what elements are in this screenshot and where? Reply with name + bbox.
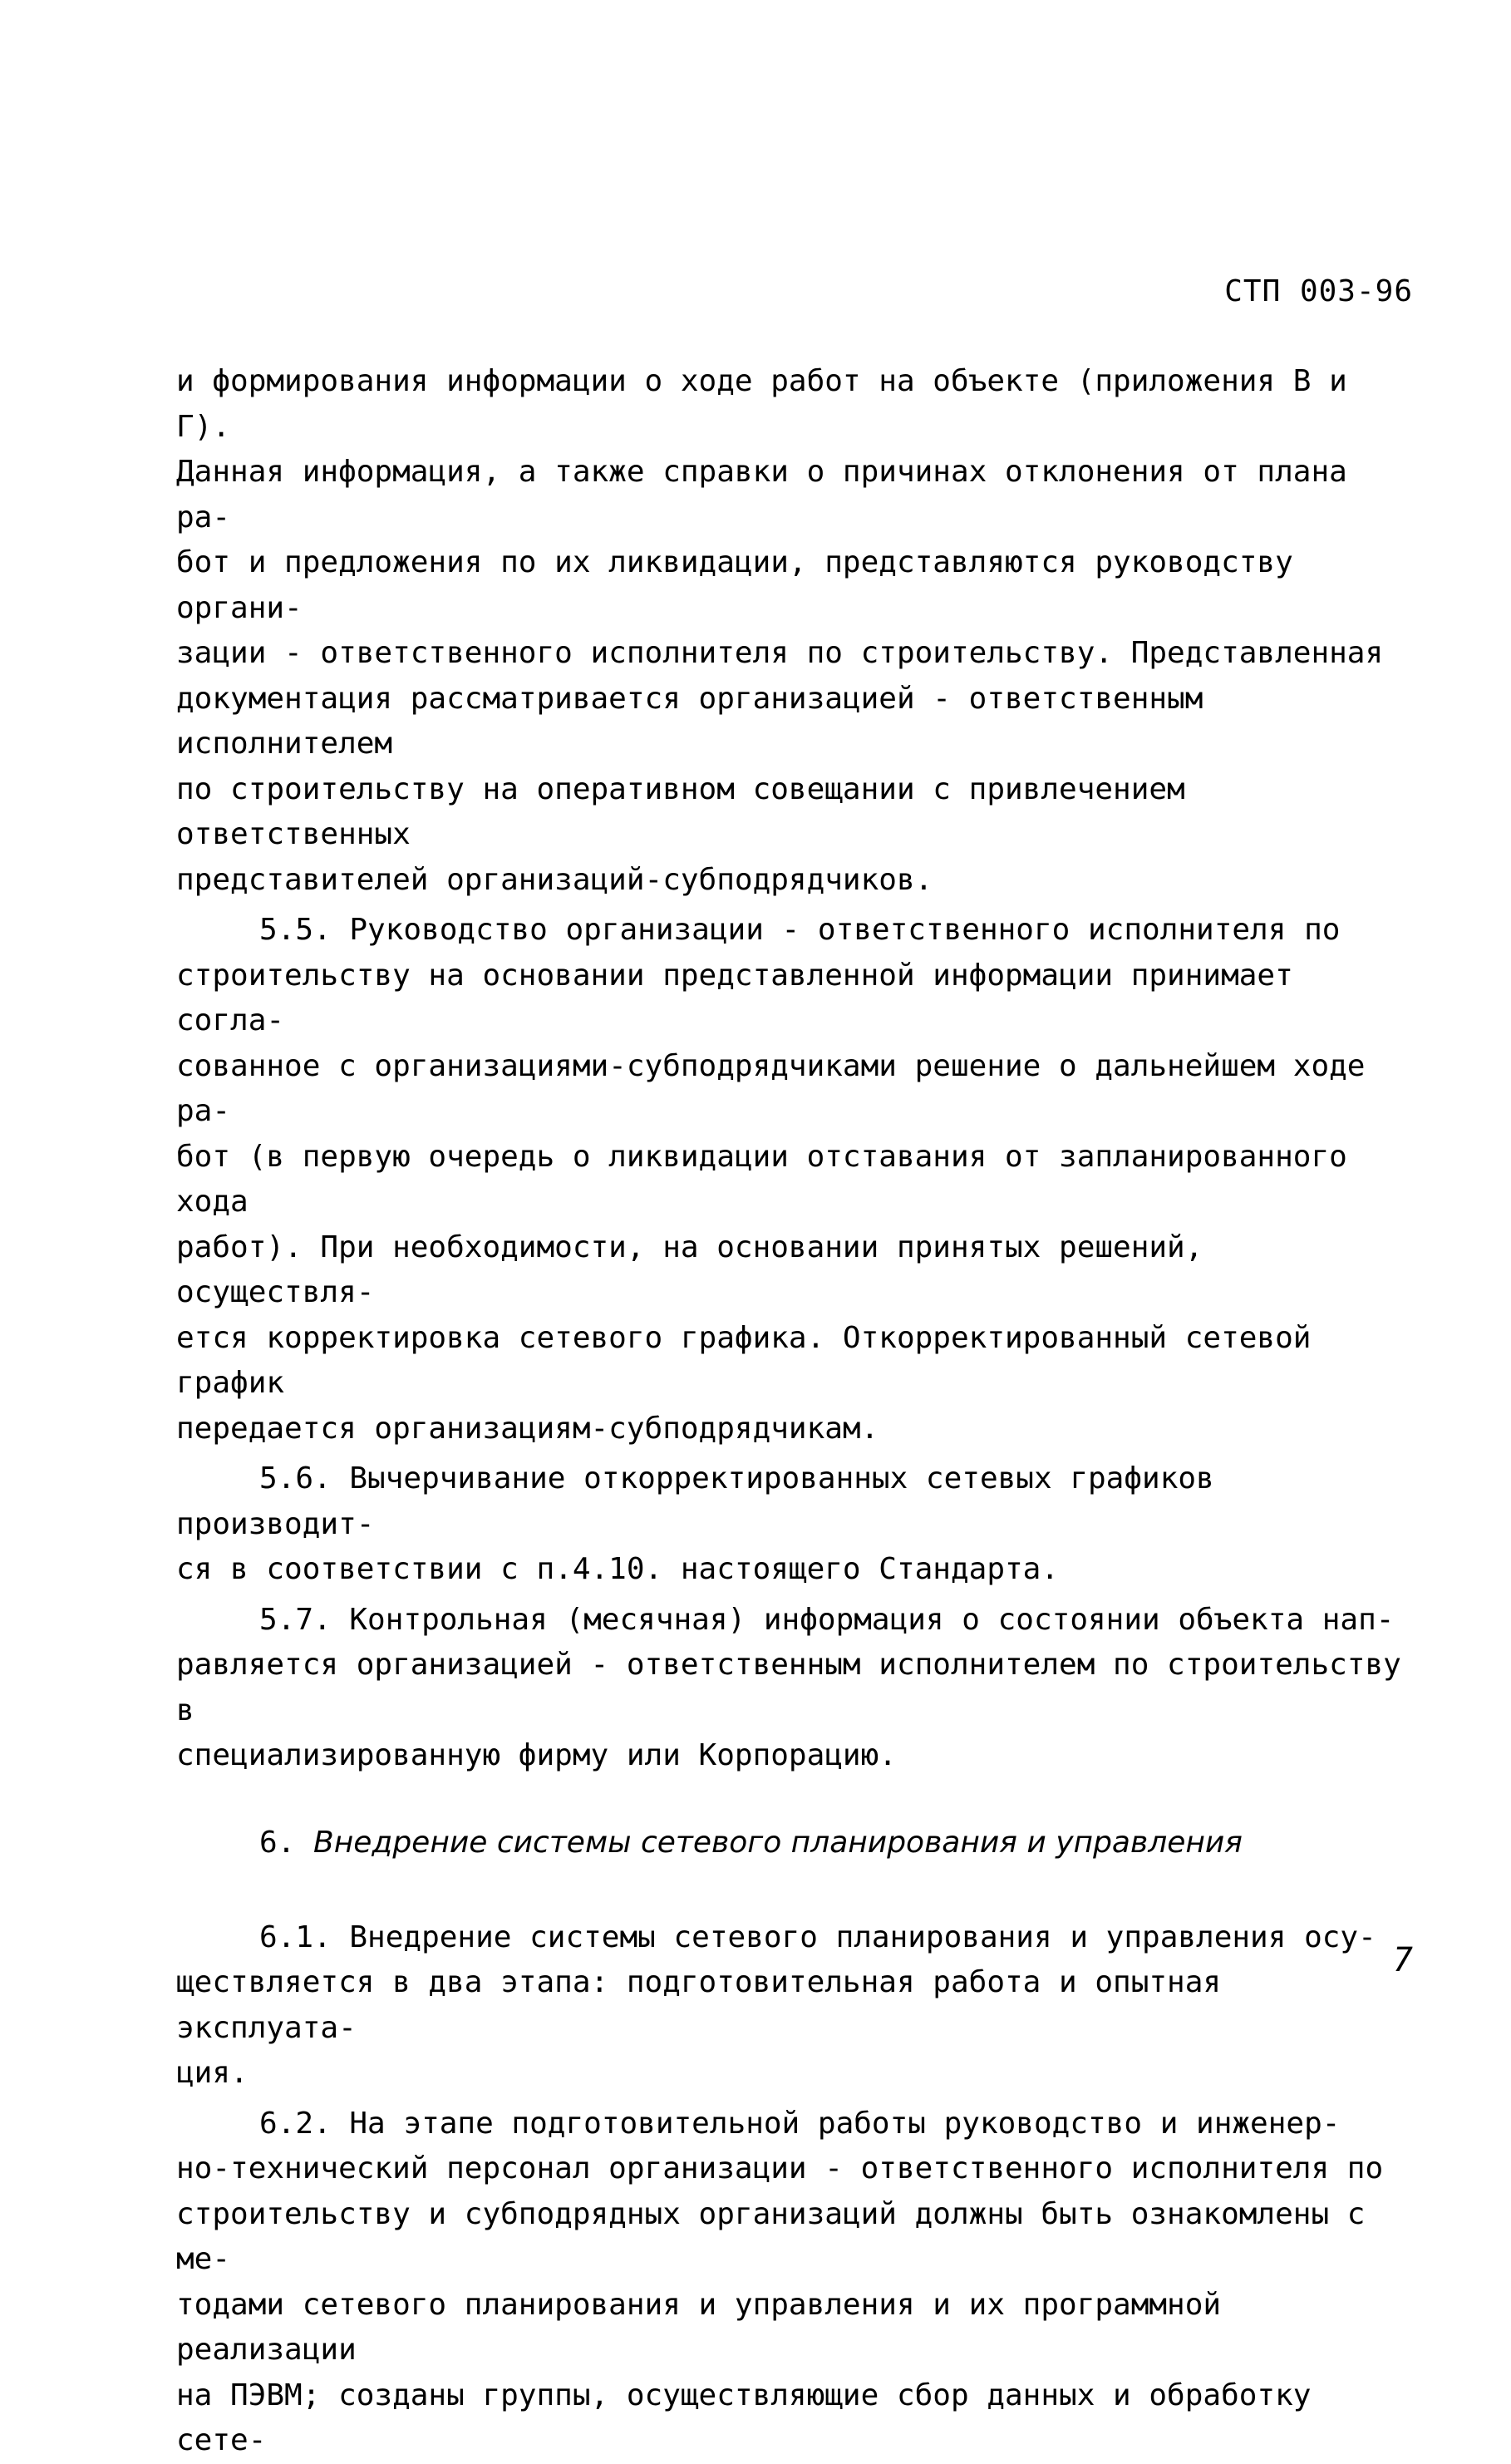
section-6-heading	[259, 1821, 1406, 1865]
paragraph-6-2: 6.2. На этапе подготовительной работы руководство и инженер- но-технический персонал организации - ответственного исполнителя по строительству и субподрядных организаций должны быть ознакомлены с ме- тодами сетевого планирования и управления и их программной реализации на ПЭВМ; созданы группы, осуществляющие сбор данных и обработку сете-	[176, 2106, 1384, 2457]
document-body	[176, 359, 1406, 2464]
section-6-number: 6.	[259, 1825, 296, 1860]
paragraph-5-6: 5.6. Вычерчивание откорректированных сетевых графиков производит- ся в соответствии с п.4.10. настоящего Стандарта.	[176, 1461, 1214, 1586]
paragraph-intro: и формирования информации о ходе работ на объекте (приложения В и Г). Данная информация, а также справки о причинах отклонения от плана ра- бот и предложения по их ликвидации, представляются руководству органи- зации - ответственного исполнителя по строительству. Представленная документация рассматривается организацией - ответственным исполнителем по строительству на оперативном совещании с привлечением ответственных представителей организаций-субподрядчиков.	[176, 364, 1384, 897]
paragraph-5-7: 5.7. Контрольная (месячная) информация о состоянии объекта нап- равляется организацией - ответственным исполнителем по строительству в специализированную фирму или Корпорацию.	[176, 1602, 1401, 1772]
section-6-title: Внедрение системы сетевого планирования и управления	[313, 1825, 1243, 1860]
document-code: СТП 003-96	[1224, 274, 1413, 308]
page-number: 7	[1392, 1941, 1413, 1979]
paragraph-5-5: 5.5. Руководство организации - ответственного исполнителя по строительству на основании представленной информации принимает согла- сованное с организациями-субподрядчиками решение о дальнейшем ходе ра- бот (в первую очередь о ликвидации отставания от запланированного хода работ). При необходимости, на основании принятых решений, осуществля- ется корректировка сетевого графика. Откорректированный сетевой график передается организациям-субподрядчикам.	[176, 913, 1366, 1446]
paragraph-6-1: 6.1. Внедрение системы сетевого планирования и управления осу- ществляется в два этапа: подготовительная работа и опытная эксплуата- ция.	[176, 1919, 1376, 2090]
